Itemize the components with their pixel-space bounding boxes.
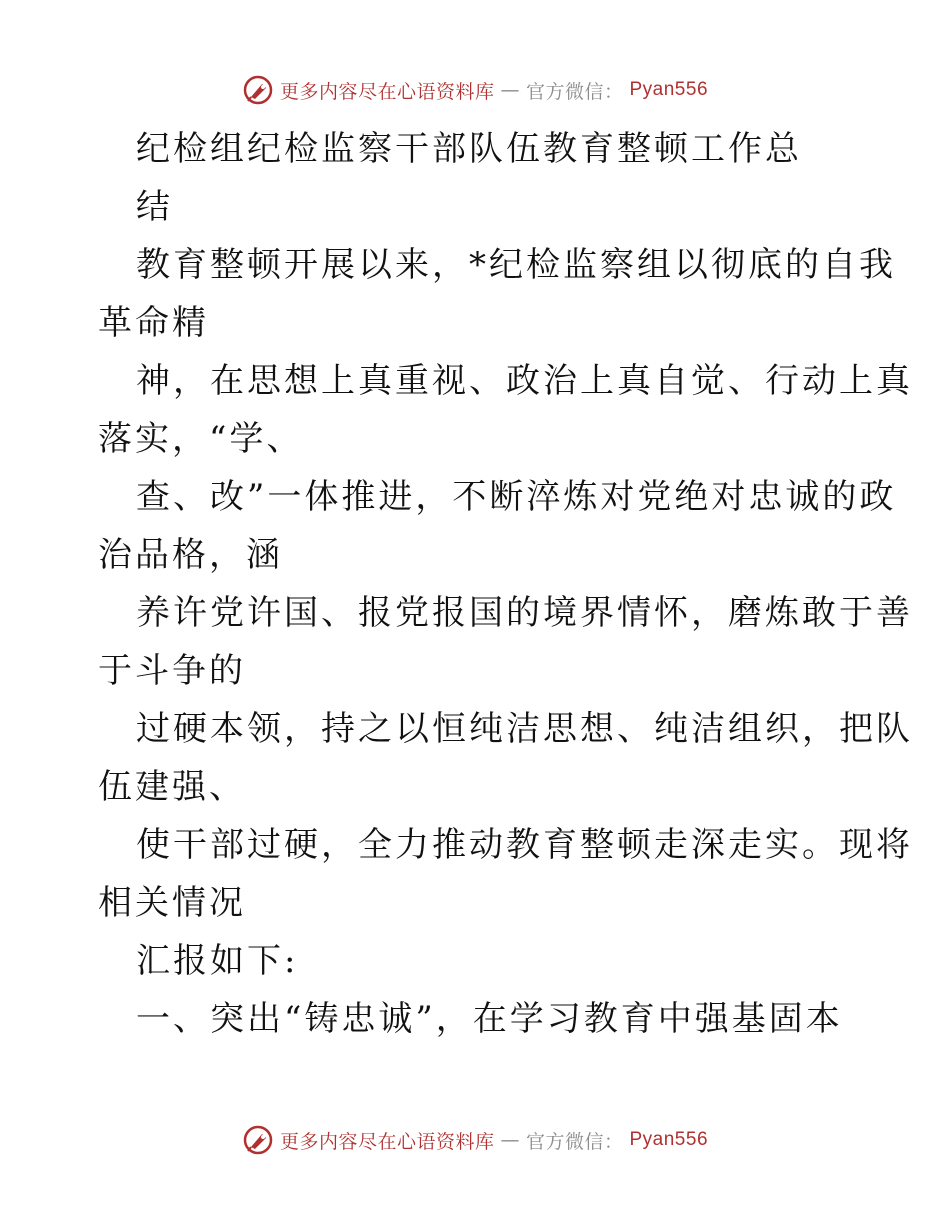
banner-separator: —	[500, 79, 520, 101]
banner-wechat-label: 官方微信：	[525, 1130, 624, 1153]
doc-text-line: 治品格，涵	[98, 535, 283, 575]
doc-text-line: 使干部过硬，全力推动教育整顿走深走实。现将	[136, 825, 913, 865]
pen-nib-logo-icon	[242, 74, 274, 106]
doc-text-line: 革命精	[98, 303, 209, 343]
doc-text-line: 查、改”一体推进，不断淬炼对党绝对忠诚的政	[136, 477, 897, 517]
doc-text-line: 于斗争的	[98, 651, 246, 691]
header-banner	[0, 70, 950, 110]
doc-text-line: 伍建强、	[98, 767, 246, 807]
doc-title-line-2: 结	[136, 187, 173, 227]
banner-wechat-id: Pyan556	[629, 79, 709, 100]
document-body	[98, 120, 913, 1048]
doc-text-line: 汇报如下:	[136, 941, 299, 981]
section-heading: 一、突出“铸忠诚”，在学习教育中强基固本	[136, 999, 843, 1039]
footer-banner	[0, 1120, 950, 1160]
doc-text-line: 相关情况	[98, 883, 246, 923]
doc-text-line: 神，在思想上真重视、政治上真自觉、行动上真	[136, 361, 913, 401]
doc-title-line-1: 纪检组纪检监察干部队伍教育整顿工作总	[136, 129, 802, 169]
doc-text-line: 落实，“学、	[98, 419, 304, 459]
pen-nib-logo-icon	[242, 1124, 274, 1156]
banner-separator: —	[500, 1129, 520, 1151]
banner-promo-text: 更多内容尽在心语资料库	[279, 1130, 495, 1153]
doc-text-line: 教育整顿开展以来，*纪检监察组以彻底的自我	[136, 245, 896, 285]
banner-promo-text: 更多内容尽在心语资料库	[279, 80, 495, 103]
doc-text-line: 养许党许国、报党报国的境界情怀，磨炼敢于善	[136, 593, 913, 633]
banner-wechat-label: 官方微信：	[525, 80, 624, 103]
doc-text-line: 过硬本领，持之以恒纯洁思想、纯洁组织，把队	[136, 709, 913, 749]
banner-wechat-id: Pyan556	[629, 1129, 709, 1150]
